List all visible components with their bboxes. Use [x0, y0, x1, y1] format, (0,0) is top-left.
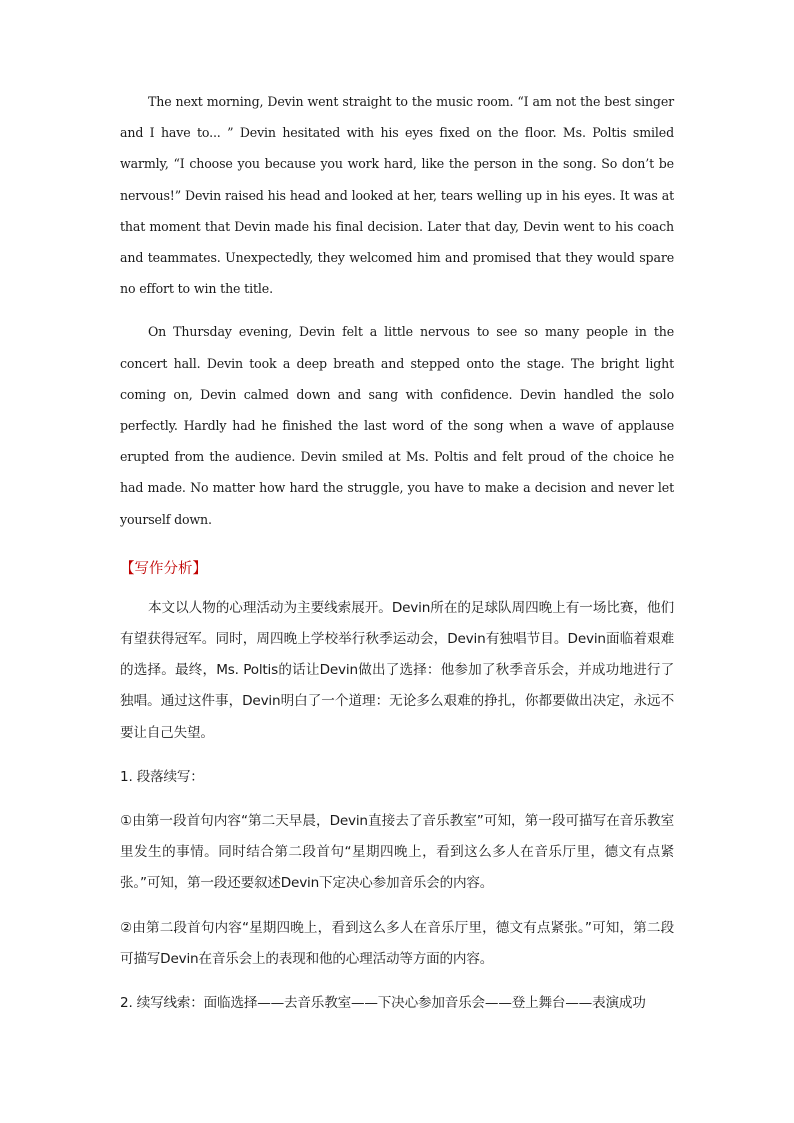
analysis-heading: 【写作分析】	[120, 560, 207, 577]
story-paragraph-1: The next morning, Devin went straight to the music room. “I am not the best singer and I have to... ” Devin hesitated with his eyes fixed on the floor. Ms. Poltis smiled warmly, “I choose you because you work hard, like the person in the song. So don’t be nervous!” Devin raised his head and looked at her, tears welling up in his eyes. It was at that moment that Devin made his final decision. Later that day, Devin went to his coach and teammates. Unexpectedly, they welcomed him and promised that they would spare no effort to win the title.	[120, 94, 674, 297]
story-paragraph-2: On Thursday evening, Devin felt a little nervous to see so many people in the concert hall. Devin took a deep breath and stepped onto the stage. The bright light coming on, Devin calmed down and sang with confidence. Devin handled the solo perfectly. Hardly had he finished the last word of the song when a wave of applause erupted from the audience. Devin smiled at Ms. Poltis and felt proud of the choice he had made. No matter how hard the struggle, you have to make a decision and never let yourself down.	[120, 324, 674, 527]
point-1: ①由第一段首句内容“第二天早晨，Devin直接去了音乐教室”可知，第一段可描写在音乐教室里发生的事情。同时结合第二段首句“星期四晚上，看到这么多人在音乐厅里，德文有点紧张。”可知，第一段还要叙述Devin下定决心参加音乐会的内容。	[120, 813, 674, 892]
point-2: ②由第二段首句内容“星期四晚上，看到这么多人在音乐厅里，德文有点紧张。”可知，第二段可描写Devin在音乐会上的表现和他的心理活动等方面的内容。	[120, 919, 674, 967]
analysis-paragraph: 本文以人物的心理活动为主要线索展开。Devin所在的足球队周四晚上有一场比赛，他们有望获得冠军。同时，周四晚上学校举行秋季运动会，Devin有独唱节目。Devin面临着艰难的选择。最终，Ms. Poltis的话让Devin做出了选择：他参加了秋季音乐会，并成功地进行了独唱。通过这件事，Devin明白了一个道理：无论多么艰难的挣扎，你都要做出决定，永远不要让自己失望。	[120, 599, 674, 741]
section-1-title: 1. 段落续写：	[120, 768, 204, 785]
document-content	[120, 86, 674, 1019]
section-2-clues: 2. 续写线索：面临选择——去音乐教室——下决心参加音乐会——登上舞台——表演成功	[120, 995, 646, 1012]
